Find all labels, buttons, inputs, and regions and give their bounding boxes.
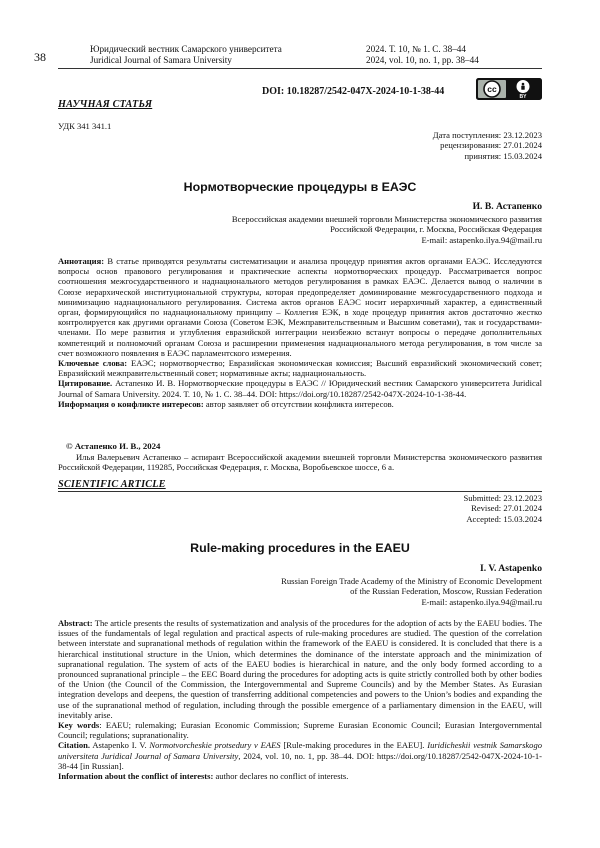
citation-pre: Astapenko I. V. xyxy=(90,740,150,751)
citation-label: Citation. xyxy=(58,740,91,751)
keywords-en xyxy=(58,720,542,740)
abstract-ru xyxy=(58,256,542,358)
citation-journal: Iuridicheskii vestnik Samarskogo universiteta Juridical Journal of Samara University xyxy=(58,740,543,761)
citation-en xyxy=(58,740,542,771)
doi[interactable]: DOI: 10.18287/2542-047X-2024-10-1-38-44 xyxy=(262,86,445,97)
keywords-text: : EAEU; rulemaking; Eurasian Economic Commission; Supreme Eurasian Economic Council; Eurasian Intergovernmental Council; regulations; supranationality. xyxy=(58,720,542,741)
citation-title: Normotvorcheskie protsedury v EAES xyxy=(149,740,281,751)
citation-mid: [Rule-making procedures in the EAEU]. xyxy=(280,740,428,751)
keywords-ru xyxy=(58,358,542,378)
abstract-block-ru xyxy=(58,256,542,409)
abstract-label: Аннотация: xyxy=(58,256,105,266)
author-info-ru: Илья Валерьевич Астапенко – аспирант Всероссийской академии внешней торговли Министерства экономического развития Российской Федерации, 119285, Российская Федерация, г. Москва, Воробьевское шоссе, 6 а. xyxy=(58,452,542,473)
date-accepted: принятия: 15.03.2024 xyxy=(464,150,542,161)
citation-label: Цитирование. xyxy=(58,378,113,389)
citation-ru xyxy=(58,378,542,398)
email-en[interactable]: E-mail: astapenko.ilya.94@mail.ru xyxy=(421,596,542,607)
section-label-ru: НАУЧНАЯ СТАТЬЯ xyxy=(58,99,153,110)
header-rule xyxy=(58,68,542,69)
author-ru: И. В. Астапенко xyxy=(472,201,542,212)
by-label: BY xyxy=(519,94,527,100)
conflict-ru xyxy=(58,399,542,409)
abstract-label: Abstract: xyxy=(58,618,93,628)
abstract-text: В статье приводятся результаты систематизации и анализа процедур принятия актов органами ЕАЭС. Исследуются вопросы основ правового регулирования и практические аспекты нормотворческих процедур. Рассматривается вопрос соотношения межгосударственного и наднационального методов регулирования в рамках ЕАЭС. Делается вывод о наличии в Союзе иерархической институциональной структуры, которая предопределяет доминирование межгосударственного подхода и минимизацию наднационального регулирования. Система актов органов ЕАЭС носит иерархичный характер, а единственный орган, формирующийся по наднациональному принципу – Коллегия ЕЭК, в ходе процедур принятия актов достаточно жестко контролируется как другими органами Союза (Советом ЕЭК, Межправительственным и Высшим советами), так и государствами-членами. По мере развития и углубления евразийской интеграции неизбежно встанут вопросы о передаче дополнительных компетенций и полномочий органам Союза и расширении применения наднационального метода регулирования, в том числе за счет возможного появления в ЕАЭС парламентского измерения. xyxy=(58,256,542,358)
issue-ru: 2024. Т. 10, № 1. С. 38–44 xyxy=(366,44,466,54)
affiliation-line: of the Russian Federation, Moscow, Russian Federation xyxy=(350,586,542,597)
section-label-en: SCIENTIFIC ARTICLE xyxy=(58,479,166,490)
cc-label: cc xyxy=(487,84,497,95)
udk: УДК 341 341.1 xyxy=(58,121,112,131)
citation-post: , 2024, vol. 10, no. 1, pp. 38–44. DOI: https://doi.org/10.18287/2542-047X-2024-10-1-38-44 [in Russian]. xyxy=(58,750,542,771)
citation-text: Астапенко И. В. Нормотворческие процедуры в ЕАЭС // Юридический вестник Самарского университета Juridical Journal of Samara University. 2024. Т. 10, № 1. С. 38–44. DOI: https://doi.org/10.18287/2542-047X-2024-10-1-38-44. xyxy=(58,378,542,399)
date-received: Дата поступления: 23.12.2023 xyxy=(432,130,542,140)
title-en: Rule-making procedures in the EAEU xyxy=(190,541,410,555)
affiliation-ru xyxy=(122,214,542,245)
affiliation-en xyxy=(122,576,542,607)
dates-ru xyxy=(292,130,542,161)
keywords-label: Key words xyxy=(58,720,100,731)
page-number: 38 xyxy=(34,50,46,64)
section-rule xyxy=(58,491,542,492)
journal-name-ru: Юридический вестник Самарского университета xyxy=(90,44,282,54)
abstract-en xyxy=(58,618,542,720)
cc-by-icon[interactable] xyxy=(476,78,542,100)
dates-en xyxy=(292,493,542,524)
affiliation-line: Российской Федерации, г. Москва, Российская Федерация xyxy=(330,224,542,235)
conflict-label: Information about the conflict of interests: xyxy=(58,771,214,782)
date-submitted: Submitted: 23.12.2023 xyxy=(463,493,542,503)
date-reviewed: рецензирования: 27.01.2024 xyxy=(440,140,542,151)
keywords-label: Ключевые слова: xyxy=(58,358,128,369)
conflict-text: author declares no conflict of interests. xyxy=(213,771,349,782)
conflict-en xyxy=(58,771,542,781)
date-accepted-en: Accepted: 15.03.2024 xyxy=(466,513,542,524)
date-revised: Revised: 27.01.2024 xyxy=(471,503,542,514)
affiliation-line: Russian Foreign Trade Academy of the Ministry of Economic Development xyxy=(281,576,542,586)
abstract-text: The article presents the results of systematization and analysis of the procedures for the adoption of acts by the EAEU bodies. The issues of the fundamentals of legal regulation and practical aspects of rule-making procedures are studied. The question of the correlation between interstate and supranational methods of regulation within the framework of the EAEU is considered. It is concluded that there is a hierarchical institutional structure in the Union, which determines the dominance of the interstate approach and the minimization of supranational regulation. The system of acts of the EAEU bodies is hierarchical in nature, and the only body formed according to a pronounced supranational principle – the EEC Board during the procedures for adopting acts is quite strictly controlled both by other bodies of the Union (the Council of the Commission, the Intergovernmental and Supreme Councils) and by the Member States. As Eurasian integration develops and deepens, the question of transferring additional competencies and powers to the Union’s bodies and expanding the use of the supranational method of regulation, including through the possible emergence of a parliamentary dimension in the EAEU, will inevitably arise. xyxy=(58,618,542,720)
affiliation-line: Всероссийская академии внешней торговли Министерства экономического развития xyxy=(231,214,542,224)
abstract-block-en xyxy=(58,618,542,781)
title-ru: Нормотворческие процедуры в ЕАЭС xyxy=(183,180,417,194)
author-en: I. V. Astapenko xyxy=(479,563,542,574)
conflict-text: автор заявляет об отсутствии конфликта интересов. xyxy=(203,398,394,409)
copyright: © Астапенко И. В., 2024 xyxy=(66,441,161,451)
email-ru[interactable]: E-mail: astapenko.ilya.94@mail.ru xyxy=(421,234,542,245)
keywords-text: ЕАЭС; нормотворчество; Евразийская экономическая комиссия; Высший евразийский экономический совет; Евразийский межправительственный совет; нормативные акты; наднациональность. xyxy=(58,358,542,379)
journal-name-en: Juridical Journal of Samara University xyxy=(90,55,232,65)
conflict-label: Информация о конфликте интересов: xyxy=(58,398,204,409)
issue-en: 2024, vol. 10, no. 1, pp. 38–44 xyxy=(366,55,479,65)
